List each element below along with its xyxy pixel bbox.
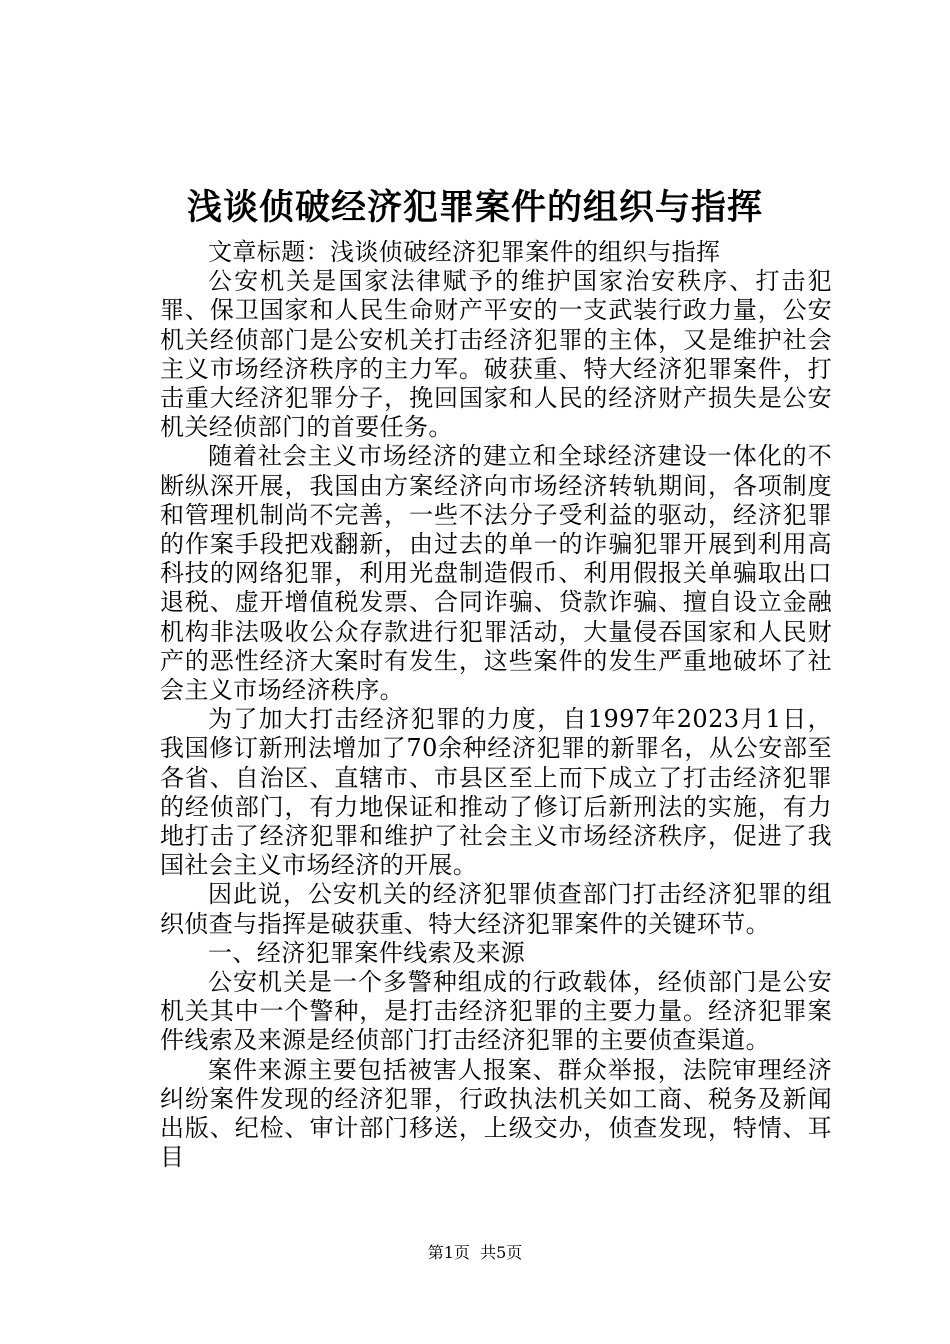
footer-spacer	[470, 1243, 480, 1262]
page-number: 第1页	[427, 1243, 470, 1262]
paragraph-case-sources: 案件来源主要包括被害人报案、群众举报，法院审理经济纠纷案件发现的经济犯罪，行政执法机关如工商、税务及新闻出版、纪检、审计部门移送，上级交办，侦查发现，特情、耳目	[160, 1055, 832, 1172]
article-title-line: 文章标题：浅谈侦破经济犯罪案件的组织与指挥	[208, 238, 721, 266]
document-title: 浅谈侦破经济犯罪案件的组织与指挥	[186, 187, 763, 228]
paragraph-intro: 公安机关是国家法律赋予的维护国家治安秩序、打击犯罪、保卫国家和人民生命财产平安的一支武装行政力量，公安机关经侦部门是公安机关打击经济犯罪的主体，又是维护社会主义市场经济秩序的主力军。破获重、特大经济犯罪案件，打击重大经济犯罪分子，挽回国家和人民的经济财产损失是公安机关经侦部门的首要任务。	[160, 267, 832, 442]
page-footer	[0, 1242, 950, 1264]
paragraph-section-intro: 公安机关是一个多警种组成的行政载体，经侦部门是公安机关其中一个警种，是打击经济犯罪的主要力量。经济犯罪案件线索及来源是经侦部门打击经济犯罪的主要侦查渠道。	[160, 968, 832, 1055]
section-heading: 一、经济犯罪案件线索及来源	[208, 938, 526, 967]
document-body	[160, 238, 832, 1173]
paragraph-background: 随着社会主义市场经济的建立和全球经济建设一体化的不断纵深开展，我国由方案经济向市场经济转轨期间，各项制度和管理机制尚不完善，一些不法分子受利益的驱动，经济犯罪的作案手段把戏翻新，由过去的单一的诈骗犯罪开展到利用高科技的网络犯罪，利用光盘制造假币、利用假报关单骗取出口退税、虚开增值税发票、合同诈骗、贷款诈骗、擅自设立金融机构非法吸收公众存款进行犯罪活动，大量侵吞国家和人民财产的恶性经济大案时有发生，这些案件的发生严重地破坏了社会主义市场经济秩序。	[160, 442, 832, 705]
page-total: 共5页	[480, 1243, 523, 1262]
paragraph-conclusion: 因此说，公安机关的经济犯罪侦查部门打击经济犯罪的组织侦查与指挥是破获重、特大经济犯罪案件的关键环节。	[160, 880, 832, 938]
paragraph-law-revision: 为了加大打击经济犯罪的力度，自1997年2023月1日，我国修订新刑法增加了70余种经济犯罪的新罪名，从公安部至各省、自治区、直辖市、市县区至上而下成立了打击经济犯罪的经侦部门，有力地保证和推动了修订后新刑法的实施，有力地打击了经济犯罪和维护了社会主义市场经济秩序，促进了我国社会主义市场经济的开展。	[160, 705, 832, 880]
